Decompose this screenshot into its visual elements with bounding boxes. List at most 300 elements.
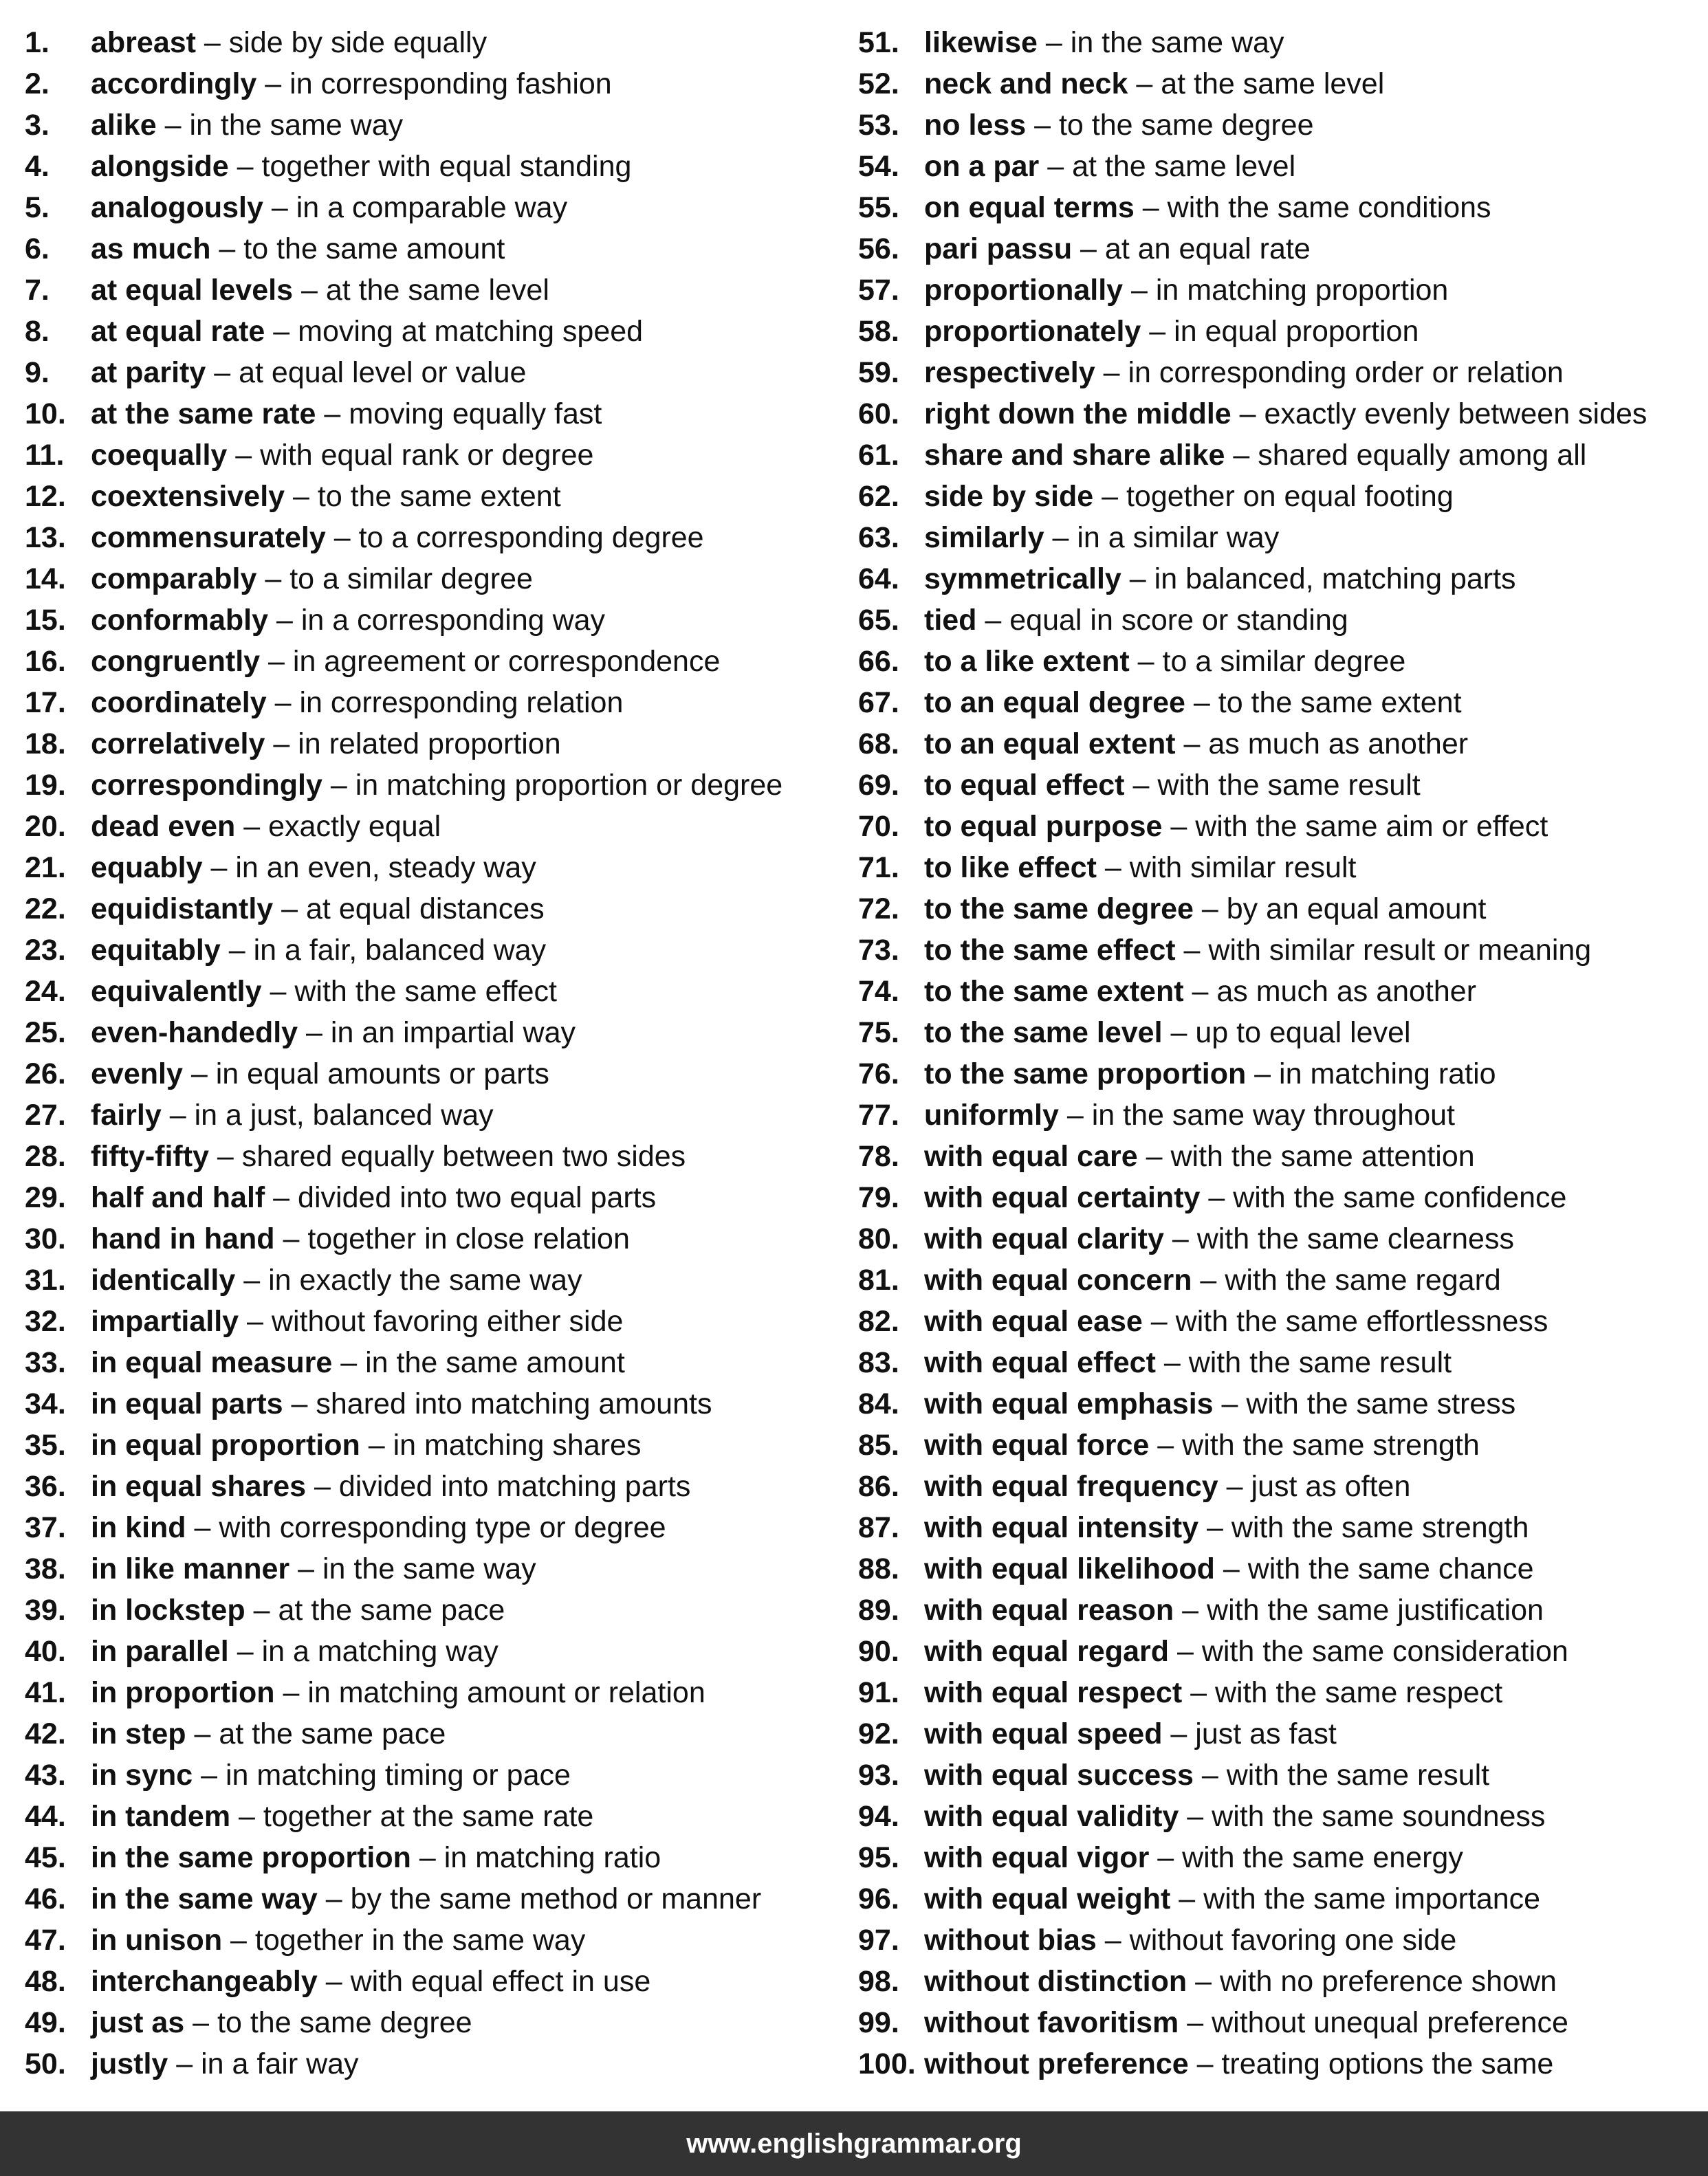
item-definition: with the same regard <box>1225 1264 1501 1297</box>
item-definition: in the same way <box>322 1552 536 1585</box>
item-term: at parity <box>91 356 206 389</box>
list-item <box>858 1548 1697 1590</box>
list-item <box>858 1425 1697 1466</box>
item-separator: – <box>1193 1759 1227 1792</box>
item-definition: in corresponding order or relation <box>1128 356 1564 389</box>
item-definition: shared into matching amounts <box>316 1387 712 1420</box>
item-separator: – <box>1185 686 1218 719</box>
item-term: to an equal degree <box>924 686 1185 719</box>
list-item <box>25 1755 836 1796</box>
item-term: impartially <box>91 1305 239 1338</box>
item-definition: with the same energy <box>1182 1841 1463 1874</box>
item-definition: with the same stress <box>1246 1387 1516 1420</box>
list-item <box>858 311 1697 352</box>
list-item <box>858 22 1697 63</box>
item-term: analogously <box>91 191 263 224</box>
list-item <box>25 476 836 517</box>
list-item <box>858 1961 1697 2002</box>
item-number: 94. <box>858 1800 899 1833</box>
item-definition: by an equal amount <box>1226 892 1487 925</box>
item-term: coextensively <box>91 480 285 513</box>
item-term: as much <box>91 232 211 265</box>
item-term: equably <box>91 851 203 884</box>
item-definition: in a matching way <box>261 1635 499 1668</box>
item-separator: – <box>1225 439 1258 472</box>
item-number: 39. <box>25 1594 66 1627</box>
item-definition: with similar result <box>1129 851 1357 884</box>
item-definition: in the same amount <box>365 1346 625 1379</box>
item-term: side by side <box>924 480 1094 513</box>
item-number: 2. <box>25 67 50 100</box>
item-term: on a par <box>924 150 1040 183</box>
item-number: 90. <box>858 1635 899 1668</box>
item-separator: – <box>1149 1841 1183 1874</box>
item-definition: with the same strength <box>1182 1429 1480 1462</box>
list-item <box>25 723 836 765</box>
list-item <box>858 1713 1697 1755</box>
item-definition: with similar result or meaning <box>1208 934 1592 967</box>
list-item <box>25 765 836 806</box>
item-term: with equal speed <box>924 1717 1163 1750</box>
item-definition: together with equal standing <box>261 150 632 183</box>
item-term: to the same level <box>924 1016 1163 1049</box>
list-item <box>858 1095 1697 1136</box>
item-definition: to the same extent <box>317 480 561 513</box>
item-term: fifty-fifty <box>91 1140 209 1173</box>
item-term: in equal shares <box>91 1470 307 1503</box>
item-separator: – <box>1179 1800 1212 1833</box>
item-number: 27. <box>25 1099 66 1132</box>
item-number: 57. <box>858 274 899 307</box>
list-item <box>858 1466 1697 1507</box>
item-separator: – <box>1121 562 1154 595</box>
item-definition: with the same result <box>1157 769 1421 802</box>
item-separator: – <box>1072 232 1105 265</box>
item-definition: with the same result <box>1188 1346 1452 1379</box>
item-number: 80. <box>858 1222 899 1255</box>
item-definition: with the same result <box>1226 1759 1490 1792</box>
list-item <box>858 847 1697 888</box>
item-term: without favoritism <box>924 2006 1179 2039</box>
item-number: 23. <box>25 934 66 967</box>
item-term: congruently <box>91 645 261 678</box>
left-column <box>25 22 836 2085</box>
list-item <box>25 105 836 146</box>
list-item <box>25 352 836 393</box>
item-term: in equal measure <box>91 1346 333 1379</box>
item-number: 99. <box>858 2006 899 2039</box>
item-definition: in balanced, matching parts <box>1154 562 1516 595</box>
item-term: identically <box>91 1264 236 1297</box>
item-term: similarly <box>924 521 1044 554</box>
item-term: coordinately <box>91 686 267 719</box>
item-term: in unison <box>91 1924 223 1957</box>
item-separator: – <box>325 521 359 554</box>
item-number: 52. <box>858 67 899 100</box>
item-definition: in a fair, balanced way <box>253 934 547 967</box>
item-number: 91. <box>858 1676 899 1709</box>
item-term: interchangeably <box>91 1965 318 1998</box>
item-separator: – <box>1231 397 1264 430</box>
item-separator: – <box>273 892 307 925</box>
item-separator: – <box>168 2047 201 2080</box>
item-separator: – <box>156 109 190 142</box>
item-number: 20. <box>25 810 66 843</box>
item-number: 36. <box>25 1470 66 1503</box>
item-term: accordingly <box>91 67 257 100</box>
list-item <box>25 2002 836 2043</box>
item-term: at the same rate <box>91 397 316 430</box>
list-item <box>25 1631 836 1672</box>
list-item <box>25 1425 836 1466</box>
item-number: 59. <box>858 356 899 389</box>
item-term: symmetrically <box>924 562 1121 595</box>
item-separator: – <box>1174 1594 1207 1627</box>
item-term: fairly <box>91 1099 162 1132</box>
list-item <box>25 1177 836 1218</box>
item-term: with equal regard <box>924 1635 1170 1668</box>
item-definition: with corresponding type or degree <box>219 1511 666 1544</box>
item-separator: – <box>182 1057 216 1090</box>
list-item <box>25 228 836 270</box>
item-separator: – <box>208 1140 242 1173</box>
item-separator: – <box>228 1635 262 1668</box>
item-number: 69. <box>858 769 899 802</box>
item-definition: together on equal footing <box>1126 480 1454 513</box>
item-term: without distinction <box>924 1965 1187 1998</box>
item-separator: – <box>1128 67 1161 100</box>
list-item <box>858 1878 1697 1920</box>
item-number: 56. <box>858 232 899 265</box>
list-item <box>858 146 1697 187</box>
item-separator: – <box>186 1511 219 1544</box>
item-term: tied <box>924 604 977 637</box>
item-separator: – <box>316 397 349 430</box>
item-number: 40. <box>25 1635 66 1668</box>
item-separator: – <box>306 1470 339 1503</box>
item-term: with equal ease <box>924 1305 1143 1338</box>
item-term: with equal respect <box>924 1676 1183 1709</box>
item-term: with equal reason <box>924 1594 1174 1627</box>
item-definition: at the same level <box>1072 150 1296 183</box>
list-item <box>858 63 1697 105</box>
item-separator: – <box>1163 1222 1197 1255</box>
item-number: 37. <box>25 1511 66 1544</box>
item-definition: in exactly the same way <box>268 1264 582 1297</box>
item-number: 45. <box>25 1841 66 1874</box>
item-definition: with the same conditions <box>1167 191 1491 224</box>
item-separator: – <box>265 1181 298 1214</box>
item-separator: – <box>1162 1717 1196 1750</box>
item-separator: – <box>1175 934 1209 967</box>
item-separator: – <box>1095 356 1128 389</box>
item-definition: with the same confidence <box>1233 1181 1567 1214</box>
list-item <box>25 1507 836 1548</box>
item-separator: – <box>1026 109 1059 142</box>
item-separator: – <box>1198 1511 1231 1544</box>
list-item <box>858 270 1697 311</box>
list-item <box>858 2043 1697 2085</box>
item-term: with equal intensity <box>924 1511 1198 1544</box>
list-item <box>858 476 1697 517</box>
item-definition: in matching amount or relation <box>307 1676 705 1709</box>
item-number: 87. <box>858 1511 899 1544</box>
item-term: right down the middle <box>924 397 1231 430</box>
item-definition: at an equal rate <box>1104 232 1311 265</box>
item-number: 58. <box>858 315 899 348</box>
item-term: without bias <box>924 1924 1097 1957</box>
item-number: 47. <box>25 1924 66 1957</box>
list-item <box>25 187 836 228</box>
item-number: 67. <box>858 686 899 719</box>
item-definition: just as often <box>1251 1470 1411 1503</box>
item-term: to equal purpose <box>924 810 1163 843</box>
item-definition: with the same attention <box>1170 1140 1475 1173</box>
item-definition: in agreement or correspondence <box>292 645 721 678</box>
item-number: 65. <box>858 604 899 637</box>
item-number: 43. <box>25 1759 66 1792</box>
list-item <box>25 435 836 476</box>
item-definition: with the same respect <box>1214 1676 1503 1709</box>
item-definition: in a just, balanced way <box>194 1099 494 1132</box>
item-definition: with the same importance <box>1203 1882 1541 1915</box>
item-separator: – <box>410 1841 444 1874</box>
list-item <box>858 2002 1697 2043</box>
item-definition: up to equal level <box>1195 1016 1411 1049</box>
item-definition: to the same amount <box>243 232 505 265</box>
list-item <box>25 270 836 311</box>
item-definition: together at the same rate <box>263 1800 594 1833</box>
item-number: 30. <box>25 1222 66 1255</box>
item-term: share and share alike <box>924 439 1225 472</box>
item-term: in equal parts <box>91 1387 283 1420</box>
item-separator: – <box>1213 1387 1247 1420</box>
item-separator: – <box>239 1305 272 1338</box>
item-term: at equal levels <box>91 274 293 307</box>
item-term: even-handedly <box>91 1016 298 1049</box>
item-number: 49. <box>25 2006 66 2039</box>
list-item <box>25 393 836 435</box>
item-definition: with the same aim or effect <box>1195 810 1548 843</box>
item-number: 10. <box>25 397 66 430</box>
item-definition: at the same pace <box>278 1594 505 1627</box>
item-separator: – <box>274 1676 308 1709</box>
list-item <box>25 2043 836 2085</box>
list-item <box>25 311 836 352</box>
item-number: 7. <box>25 274 50 307</box>
item-number: 33. <box>25 1346 66 1379</box>
item-term: with equal effect <box>924 1346 1156 1379</box>
item-separator: – <box>1182 1676 1215 1709</box>
list-item <box>25 1920 836 1961</box>
item-number: 74. <box>858 975 899 1008</box>
list-item <box>858 1383 1697 1425</box>
item-definition: in an impartial way <box>330 1016 576 1049</box>
item-number: 24. <box>25 975 66 1008</box>
item-term: with equal clarity <box>924 1222 1164 1255</box>
list-item <box>858 1796 1697 1837</box>
item-term: to the same extent <box>924 975 1184 1008</box>
item-number: 15. <box>25 604 66 637</box>
item-definition: at the same level <box>325 274 549 307</box>
item-separator: – <box>1123 274 1156 307</box>
item-separator: – <box>1044 521 1077 554</box>
list-item <box>858 105 1697 146</box>
list-item <box>25 1342 836 1383</box>
item-separator: – <box>206 356 239 389</box>
item-definition: with equal rank or degree <box>260 439 594 472</box>
item-definition: by the same method or manner <box>350 1882 762 1915</box>
item-term: in the same way <box>91 1882 318 1915</box>
item-separator: – <box>1129 645 1163 678</box>
item-number: 83. <box>858 1346 899 1379</box>
item-number: 8. <box>25 315 50 348</box>
item-separator: – <box>1246 1057 1280 1090</box>
item-number: 92. <box>858 1717 899 1750</box>
item-number: 16. <box>25 645 66 678</box>
item-definition: to the same degree <box>1058 109 1314 142</box>
item-term: just as <box>91 2006 185 2039</box>
item-definition: in matching timing or pace <box>225 1759 571 1792</box>
list-item <box>25 930 836 971</box>
item-term: comparably <box>91 562 257 595</box>
item-term: in parallel <box>91 1635 229 1668</box>
list-item <box>25 1012 836 1053</box>
item-term: neck and neck <box>924 67 1128 100</box>
item-definition: at the same level <box>1161 67 1385 100</box>
list-item <box>25 847 836 888</box>
item-number: 4. <box>25 150 50 183</box>
item-separator: – <box>210 232 244 265</box>
list-item <box>858 1920 1697 1961</box>
item-definition: equal in score or standing <box>1009 604 1348 637</box>
item-term: with equal emphasis <box>924 1387 1214 1420</box>
item-number: 95. <box>858 1841 899 1874</box>
item-term: at equal rate <box>91 315 265 348</box>
item-separator: – <box>202 851 236 884</box>
item-term: uniformly <box>924 1099 1059 1132</box>
item-number: 17. <box>25 686 66 719</box>
item-definition: with the same justification <box>1207 1594 1544 1627</box>
item-number: 64. <box>858 562 899 595</box>
item-number: 5. <box>25 191 50 224</box>
item-definition: with the same consideration <box>1201 1635 1568 1668</box>
item-separator: – <box>256 67 290 100</box>
item-term: commensurately <box>91 521 326 554</box>
item-term: abreast <box>91 26 196 59</box>
item-separator: – <box>1175 727 1209 760</box>
list-item <box>858 682 1697 723</box>
item-term: correspondingly <box>91 769 322 802</box>
item-definition: with the same soundness <box>1212 1800 1546 1833</box>
item-separator: – <box>293 274 326 307</box>
list-item <box>25 1548 836 1590</box>
item-definition: in matching proportion or degree <box>355 769 783 802</box>
item-separator: – <box>1179 2006 1212 2039</box>
list-item <box>858 1053 1697 1095</box>
list-item <box>858 600 1697 641</box>
item-separator: – <box>322 769 355 802</box>
list-item <box>858 352 1697 393</box>
item-separator: – <box>266 686 300 719</box>
item-number: 42. <box>25 1717 66 1750</box>
list-item <box>25 1260 836 1301</box>
list-item <box>25 1796 836 1837</box>
item-term: in tandem <box>91 1800 231 1833</box>
list-item <box>858 517 1697 558</box>
item-separator: – <box>1096 1924 1130 1957</box>
item-separator: – <box>235 810 269 843</box>
item-separator: – <box>1162 810 1196 843</box>
item-term: with equal certainty <box>924 1181 1201 1214</box>
item-separator: – <box>332 1346 366 1379</box>
item-number: 28. <box>25 1140 66 1173</box>
item-number: 71. <box>858 851 899 884</box>
list-item <box>25 22 836 63</box>
item-separator: – <box>360 1429 393 1462</box>
item-number: 72. <box>858 892 899 925</box>
item-separator: – <box>186 1717 219 1750</box>
item-number: 11. <box>25 439 65 472</box>
item-definition: in a similar way <box>1077 521 1280 554</box>
item-separator: – <box>161 1099 195 1132</box>
list-item <box>858 765 1697 806</box>
item-separator: – <box>1155 1346 1189 1379</box>
item-number: 19. <box>25 769 66 802</box>
item-separator: – <box>298 1016 331 1049</box>
item-definition: in the same way <box>1070 26 1284 59</box>
item-term: in the same proportion <box>91 1841 411 1874</box>
item-term: in sync <box>91 1759 193 1792</box>
item-number: 26. <box>25 1057 66 1090</box>
item-number: 79. <box>858 1181 899 1214</box>
item-definition: exactly equal <box>268 810 441 843</box>
item-definition: together in the same way <box>254 1924 586 1957</box>
item-number: 14. <box>25 562 66 595</box>
item-separator: – <box>317 1882 351 1915</box>
item-separator: – <box>1037 26 1071 59</box>
item-separator: – <box>265 727 298 760</box>
list-item <box>25 1218 836 1260</box>
item-separator: – <box>1183 975 1217 1008</box>
item-term: justly <box>91 2047 168 2080</box>
item-number: 32. <box>25 1305 66 1338</box>
item-separator: – <box>1142 1305 1176 1338</box>
item-separator: – <box>245 1594 278 1627</box>
item-separator: – <box>220 934 254 967</box>
item-number: 54. <box>858 150 899 183</box>
item-term: with equal concern <box>924 1264 1192 1297</box>
item-term: with equal success <box>924 1759 1194 1792</box>
item-term: no less <box>924 109 1027 142</box>
item-definition: shared equally between two sides <box>241 1140 686 1173</box>
item-number: 55. <box>858 191 899 224</box>
item-number: 35. <box>25 1429 66 1462</box>
item-separator: – <box>283 1387 316 1420</box>
list-item <box>858 1177 1697 1218</box>
item-definition: in a comparable way <box>296 191 568 224</box>
item-definition: divided into two equal parts <box>298 1181 657 1214</box>
item-number: 85. <box>858 1429 899 1462</box>
item-number: 100. <box>858 2047 916 2080</box>
item-term: to like effect <box>924 851 1097 884</box>
list-item <box>858 1590 1697 1631</box>
item-separator: – <box>1137 1140 1171 1173</box>
item-number: 25. <box>25 1016 66 1049</box>
item-separator: – <box>289 1552 322 1585</box>
item-term: to an equal extent <box>924 727 1176 760</box>
item-number: 86. <box>858 1470 899 1503</box>
